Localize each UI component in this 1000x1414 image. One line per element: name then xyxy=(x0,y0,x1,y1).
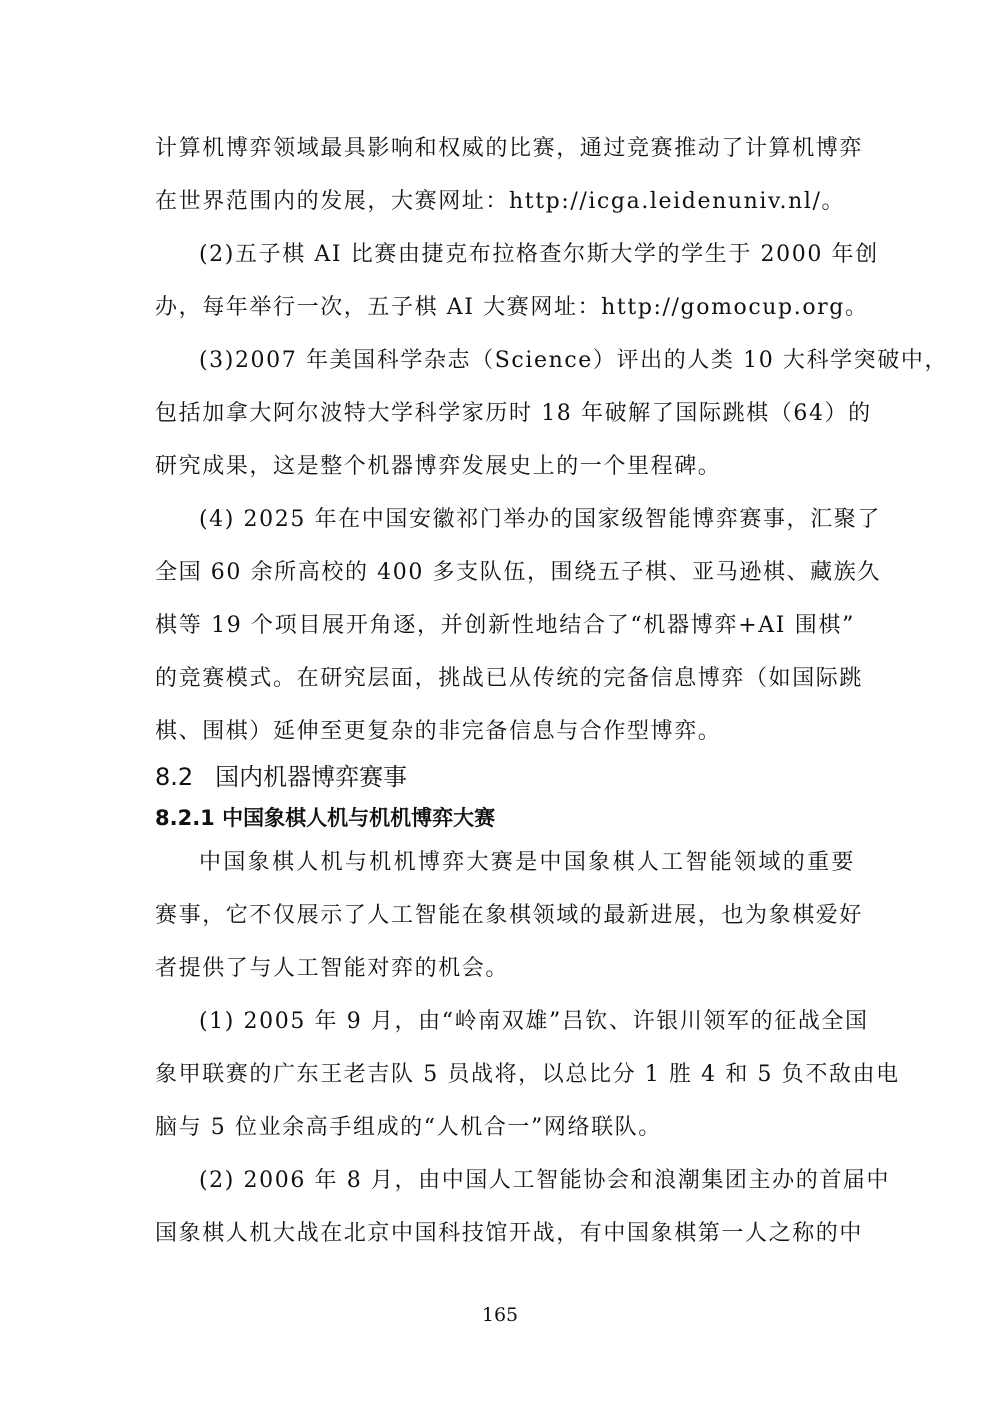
paragraph-line: 国象棋人机大战在北京中国科技馆开战，有中国象棋第一人之称的中 xyxy=(155,1221,864,1246)
section-number: 8.2 xyxy=(155,763,194,791)
paragraph-line: 全国 60 余所高校的 400 多支队伍，围绕五子棋、亚马逊棋、藏族久 xyxy=(155,560,881,585)
section-heading xyxy=(155,762,407,792)
paragraph-line: (4) 2025 年在中国安徽祁门举办的国家级智能博弈赛事，汇聚了 xyxy=(199,507,881,532)
paragraph-line: 的竞赛模式。在研究层面，挑战已从传统的完备信息博弈（如国际跳 xyxy=(155,666,864,691)
page-number: 165 xyxy=(481,1304,519,1326)
section-title: 国内机器博弈赛事 xyxy=(215,763,408,791)
paragraph-line: 者提供了与人工智能对弈的机会。 xyxy=(155,956,510,981)
paragraph-line: 中国象棋人机与机机博弈大赛是中国象棋人工智能领域的重要 xyxy=(199,850,855,875)
paragraph-line: (1) 2005 年 9 月，由“岭南双雄”吕钦、许银川领军的征战全国 xyxy=(199,1009,869,1034)
paragraph-line: (3)2007 年美国科学杂志（Science）评出的人类 10 大科学突破中， xyxy=(199,348,949,373)
paragraph-line: 在世界范围内的发展，大赛网址：http://icga.leidenuniv.nl/。 xyxy=(155,189,846,214)
paragraph-line: 计算机博弈领域最具影响和权威的比赛，通过竞赛推动了计算机博弈 xyxy=(155,136,864,161)
paragraph-line: 脑与 5 位业余高手组成的“人机合一”网络联队。 xyxy=(155,1115,662,1140)
paragraph-line: 象甲联赛的广东王老吉队 5 员战将，以总比分 1 胜 4 和 5 负不敌由电 xyxy=(155,1062,900,1087)
paragraph-line: 研究成果，这是整个机器博弈发展史上的一个里程碑。 xyxy=(155,454,722,479)
subsection-heading: 8.2.1 中国象棋人机与机机博弈大赛 xyxy=(155,806,496,830)
paragraph-line: (2)五子棋 AI 比赛由捷克布拉格查尔斯大学的学生于 2000 年创 xyxy=(199,242,879,267)
paragraph-line: 包括加拿大阿尔波特大学科学家历时 18 年破解了国际跳棋（64）的 xyxy=(155,401,872,426)
paragraph-line: 棋等 19 个项目展开角逐，并创新性地结合了“机器博弈+AI 围棋” xyxy=(155,613,855,638)
paragraph-line: 棋、围棋）延伸至更复杂的非完备信息与合作型博弈。 xyxy=(155,719,722,744)
paragraph-line: (2) 2006 年 8 月，由中国人工智能协会和浪潮集团主办的首届中 xyxy=(199,1168,891,1193)
paragraph-line: 办，每年举行一次，五子棋 AI 大赛网址：http://gomocup.org。 xyxy=(155,295,869,320)
paragraph-line: 赛事，它不仅展示了人工智能在象棋领域的最新进展，也为象棋爱好 xyxy=(155,903,864,928)
